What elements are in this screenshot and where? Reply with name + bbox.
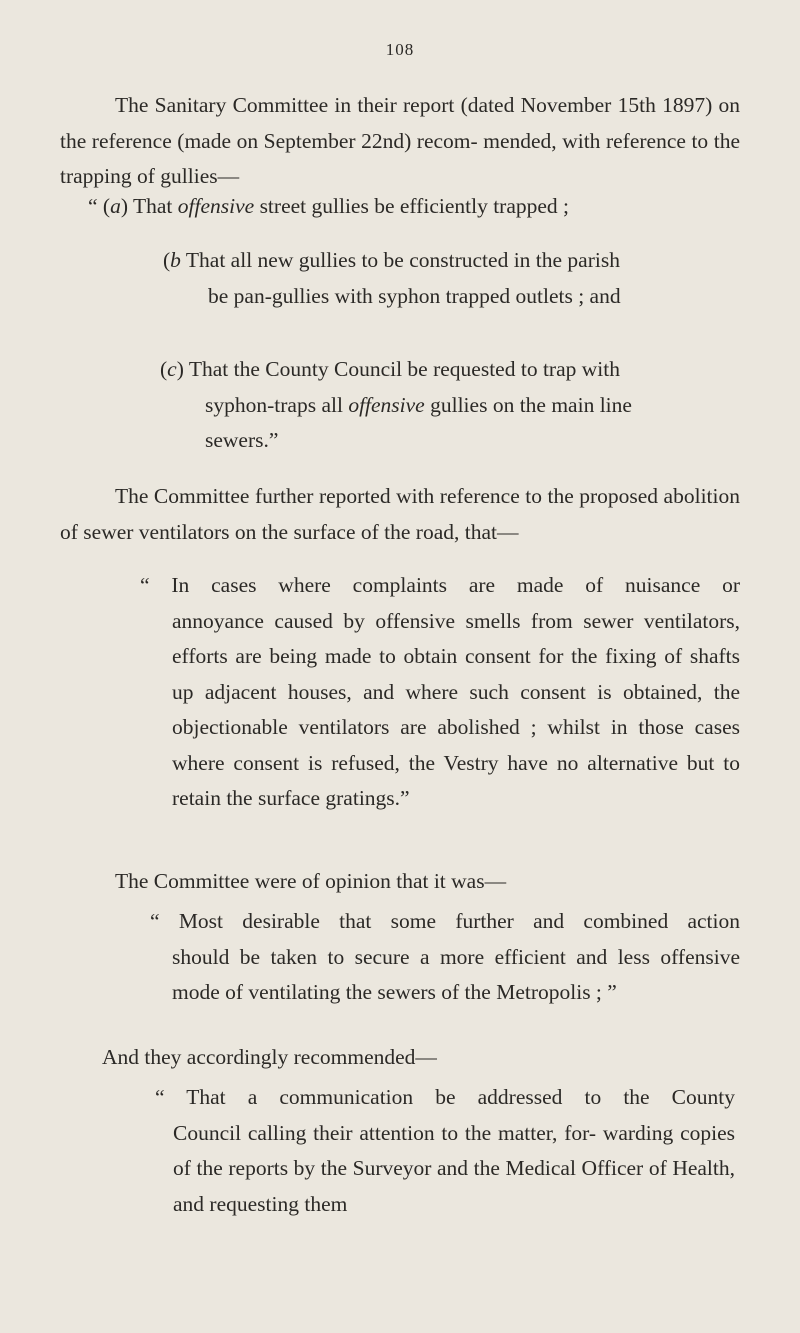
list-item-a-close: ) (120, 194, 133, 218)
quote-ventilators-first-line: “ In cases where complaints are made of nuisance or (140, 573, 740, 597)
list-item-a-emphasis: offensive (177, 194, 255, 218)
list-item-c (160, 352, 760, 459)
list-item-a-mark: a (110, 194, 121, 218)
quote-opinion (150, 904, 740, 1011)
list-item-c-line-3: sewers.” (205, 428, 279, 452)
committee-report-paragraph: The Committee further reported with reference to the proposed abolition of sewer ventilators on the surface of the road, that— (60, 484, 740, 544)
list-item-a-post: street gullies be efficiently trapped ; (254, 194, 570, 218)
list-item-a-open: “ ( (88, 194, 111, 218)
list-item-c-mark: c (167, 357, 177, 381)
quote-opinion-first-line: “ Most desirable that some further and combined action (150, 909, 740, 933)
list-item-b-mark: b (170, 248, 181, 272)
list-item-b-text-1: That all new gullies to be constructed in the parish (180, 248, 620, 272)
list-item-c-line-1 (160, 352, 760, 388)
list-item-a (88, 189, 748, 225)
list-item-c-text-2-pre: syphon-traps all (205, 392, 349, 417)
list-item-b-line-2: be pan-gullies with syphon trapped outlets ; and (208, 283, 621, 308)
quote-ventilators-body: annoyance caused by offensive smells from sewer ventilators, efforts are being made to obtain consent for the fixing of shafts up adjacent houses, and where such consent is obtained, the objectionable ventilators are abolished ; whilst in those cases where consent is refused, the Vestry have no alternative but to retain the surface gratings.” (172, 608, 740, 810)
list-item-c-text-2-post: gullies on the main line (424, 392, 632, 417)
quote-recommendation-body: Council calling their attention to the matter, for- warding copies of the reports by the Surveyor and the Medical Officer of Health, and requesting them (173, 1120, 735, 1216)
list-item-c-open: ( (160, 357, 168, 381)
list-item-c-emphasis: offensive (348, 392, 425, 417)
recommendation-paragraph: And they accordingly recommended— (102, 1045, 437, 1069)
quote-recommendation-first-line: “ That a communication be addressed to the County (155, 1085, 735, 1109)
list-item-c-line-2 (160, 388, 760, 424)
intro-paragraph: The Sanitary Committee in their report (dated November 15th 1897) on the reference (made on September 22nd) recom- mended, with reference to the trapping of gullies— (60, 93, 740, 188)
quote-ventilators (140, 568, 740, 817)
list-item-a-pre: That (132, 194, 178, 218)
list-item-c-text-1: That the County Council be requested to trap with (188, 357, 620, 381)
opinion-paragraph: The Committee were of opinion that it was— (115, 869, 507, 893)
page-number: 108 (385, 40, 415, 59)
list-item-b-open: ( (163, 248, 171, 272)
quote-recommendation (155, 1080, 735, 1222)
list-item-b-line-1 (163, 243, 753, 279)
list-item-c-close: ) (176, 357, 189, 381)
quote-opinion-body: should be taken to secure a more efficient and less offensive mode of ventilating the sewers of the Metropolis ; ” (172, 944, 740, 1004)
list-item-b (163, 243, 753, 314)
